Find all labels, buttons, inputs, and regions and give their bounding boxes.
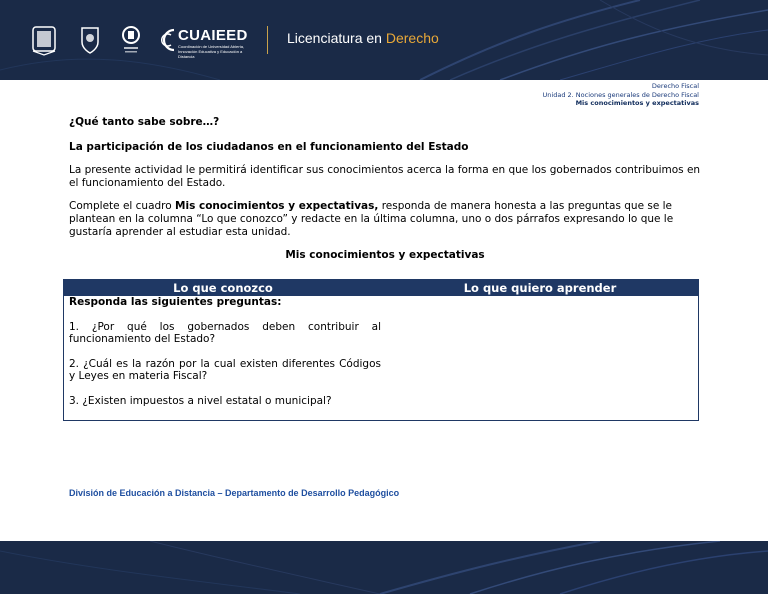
brand-name: CUAIEED — [178, 27, 248, 44]
program-prefix: Licenciatura en — [287, 30, 382, 46]
brand-subtitle: Coordinación de Universidad Abierta, Innovación Educativa y Educación a Distancia — [178, 44, 245, 59]
instructions-paragraph — [69, 200, 701, 239]
breadcrumb-activity: Mis conocimientos y expectativas — [575, 99, 699, 107]
breadcrumb-subject: Derecho Fiscal — [651, 82, 699, 90]
question-heading: ¿Qué tanto sabe sobre…? — [69, 116, 220, 128]
breadcrumb-unit: Unidad 2. Nociones generales de Derecho Fiscal — [542, 90, 699, 99]
know-cell[interactable] — [64, 296, 381, 407]
cuaieed-brand — [156, 25, 256, 59]
footer-wave-decoration — [0, 541, 768, 594]
question-item: 1. ¿Por qué los gobernados deben contribuir al funcionamiento del Estado? — [69, 320, 381, 345]
question-item: 2. ¿Cuál es la razón por la cual existen diferentes Códigos y Leyes en materia Fiscal? — [69, 357, 381, 382]
header-divider — [267, 26, 268, 54]
breadcrumb — [543, 82, 699, 108]
unam-seal-icon — [30, 24, 58, 56]
table-header-row — [64, 280, 698, 296]
question-item: 3. ¿Existen impuestos a nivel estatal o municipal? — [69, 394, 332, 407]
col-header-learn: Lo que quiero aprender — [463, 281, 617, 295]
instr-post: responda de manera honesta a las preguntas que se le plantean en la columna “Lo que conozco” y redacte en la última columna, uno o dos párrafos expresando lo que le gustaría aprender al estudiar esta unidad. — [69, 200, 674, 238]
program-accent: Derecho — [385, 30, 439, 46]
table-body-row — [64, 296, 698, 407]
cuaieed-logo-icon — [156, 27, 178, 53]
header-banner — [0, 0, 768, 80]
col-header-know: Lo que conozco — [173, 281, 273, 295]
intro-paragraph: La presente actividad le permitirá identificar sus conocimientos acerca la forma en que los gobernados contribuimos en el funcionamiento del Estado. — [69, 164, 701, 189]
section-title: La participación de los ciudadanos en el funcionamiento del Estado — [69, 141, 469, 153]
main-content — [69, 116, 701, 262]
cuaed-logo-icon — [120, 24, 142, 56]
fes-seal-icon — [78, 24, 102, 56]
learn-cell[interactable] — [381, 296, 697, 407]
program-title — [287, 30, 439, 46]
instr-pre: Complete el cuadro — [69, 200, 176, 212]
table-title: Mis conocimientos y expectativas — [285, 249, 485, 261]
knowledge-table — [63, 279, 699, 421]
table-instruction: Responda las siguientes preguntas: — [69, 296, 282, 308]
footer-banner — [0, 541, 768, 594]
instr-bold: Mis conocimientos y expectativas, — [175, 200, 379, 212]
footer-department: División de Educación a Distancia – Departamento de Desarrollo Pedagógico — [69, 488, 400, 498]
